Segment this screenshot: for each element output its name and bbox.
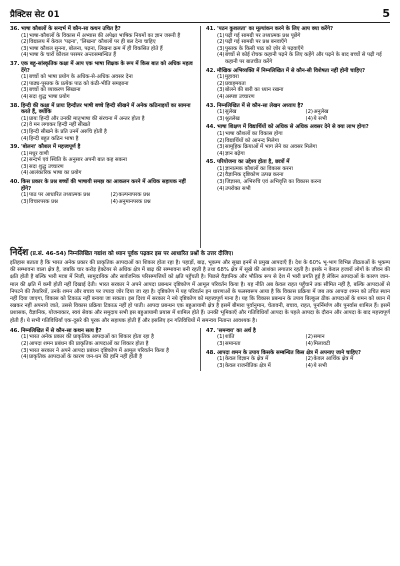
option-text: भाषा कौशल सुनना, बोलना, पढ़ना, लिखना क्रम में ही विकसित होते हैं (29, 45, 163, 52)
option-text: उपरोक्त सभी (225, 185, 251, 192)
options-list (206, 33, 390, 66)
options-list (206, 356, 390, 369)
question-number: 47. (206, 327, 216, 334)
option (306, 116, 391, 123)
option (217, 39, 390, 46)
right-column (200, 26, 390, 248)
question-number: 45. (206, 159, 216, 166)
option-label: (4) (217, 93, 225, 100)
option-label: (3) (21, 87, 29, 94)
question-stem (10, 144, 196, 151)
option-label: (1) (217, 165, 225, 172)
option (306, 356, 391, 363)
option-text: अस्पष्ट उच्चारण (225, 93, 255, 100)
option (306, 341, 391, 348)
option-label: (2) (21, 157, 29, 164)
option-text: हिन्दी सीखने के प्रति उनमें अरुचि होती है (29, 128, 107, 135)
question-number: 37. (10, 60, 20, 67)
option-label: (2) (217, 172, 225, 179)
options-list (10, 151, 196, 177)
question-text: आपदा शमन के उपाय किसके सम्बन्धित किस क्षेत्र में अपनाए जाने चाहिए? (217, 349, 361, 356)
option-label: (1) (217, 109, 225, 116)
question-text: एक बहु-सांस्कृतिक कक्षा में आप एक भाषा शिक्षक के रूप में किस बात को अधिक महत्व देंगे? (21, 60, 193, 74)
option-text: समानता (225, 341, 241, 348)
question-block (10, 179, 196, 205)
option-label: (4) (217, 150, 225, 157)
option-label: (1) (217, 130, 225, 137)
option (217, 131, 390, 138)
option-label: (2) (217, 137, 225, 144)
options-list (206, 166, 390, 192)
option-label: (3) (217, 341, 225, 348)
option-text: श्रुतलेख (225, 115, 240, 122)
question-number: 41. (206, 26, 216, 32)
option (217, 363, 302, 370)
question-block (10, 328, 196, 361)
option-text: सुलेख (225, 109, 237, 116)
option (21, 122, 196, 129)
option-label: (1) (217, 74, 225, 81)
passage: इतिहास बताता है कि भारत अनेक प्रकार की प्राकृतिक आपदाओं का शिकार होता रहा है। पहाड़ों, बाढ़, भूकम्प और सूखा इनमें से प्रमुख आपदाएँ हैं। देश के 60% भू-भाग विभिन्न तीव्रताओं के भूकम्प की सम्भावना वाला क्षेत्र है, जबकि चार करोड़ हेक्टेयर से अधिक क्षेत्र में बाढ़ की सम्भावना बनी रहती है तथा 68% क्षेत्र में सूखे की आशंका लगातार रहती है। इसके न केवल हजारों लोगों के जीवन की क्षति होती है बल्कि भारी मात्रा में निजी, सामुदायिक और सार्वजनिक परिसम्पत्तियों को क्षति पहुँचती है। पिछले वैज्ञानिक और भौतिक रूप से देश में भारी प्रगति हुई है लेकिन आपदाओं के कारण जान-माल की क्षति में कमी होती नहीं दिखाई देती। भारत सरकार ने अपने आपदा प्रबन्धन दृष्टिकोण में आमूल परिवर्तन किया है। यह नीति अब केवल राहत पहुँचाने तक सीमित नहीं है, बल्कि आपदाओं से निपटने की तैयारियों, उनके शमन और बचाव पर ज्यादा जोर दिया जा रहा है। दृष्टिकोण में यह परिवर्तन इन धारणाओं के फलस्वरूप आया है कि विकास प्रक्रिया में जब तक आपदा शमन को उचित स्थान नहीं दिया जाएगा, विकास को टिकाऊ नहीं बनाया जा सकता। इस दिशा में सरकार ने नये दृष्टिकोण को महत्त्वपूर्ण माना है। यह कि विकास प्रबन्धन के उपाय बिल्कुल ठीक आपदाओं के शमन को ध्यान में रखकर नहीं अपनाये जाते, उससे विकास प्रक्रिया टिकाऊ नहीं हो पाती। आपदा प्रबन्धन एक बहुआयामी क्षेत्र है इसमें बीमारा पूर्वानुमान, चेतावनी, बचाव, राहत, पुनर्निर्माण और पुनर्वास शामिल हैं। इसमें प्रशासक, वैज्ञानिक, योजनाकार, स्वयं सेवक और समुदाय सभी इस बहुआयामी प्रयास में शामिल होते हैं। उनकी भूमिकाएँ और गतिविधियाँ आपदा के पहले आपदा के दौरान और आपदा के बाद महत्त्वपूर्ण होती हैं। ये सभी गतिविधियाँ एक-दूसरे की पूरक और सहायक होती हैं और इसलिए इन गतिविधियों में समन्वय नितान्त आवश्यक है। (10, 260, 390, 324)
option-label: (2) (217, 39, 225, 46)
option-text: अनुमानपरक प्रश्न (118, 198, 151, 205)
option-text: बोलने की बारी का ध्यान रखना (225, 87, 284, 94)
option-label: (1) (21, 150, 29, 157)
option (217, 52, 390, 65)
option (21, 136, 196, 143)
question-block (10, 61, 196, 101)
option-label: (3) (21, 128, 29, 135)
option-text: मिलावटी (313, 341, 330, 348)
question-stem (206, 124, 390, 131)
options-list (10, 74, 196, 100)
option (217, 109, 302, 116)
option-label: (3) (217, 87, 225, 94)
options-list (206, 109, 390, 122)
option-label: (3) (21, 45, 29, 52)
question-text: 'पठन कुशलता' का मूल्यांकन करने के लिए आप क्या करेंगे? (217, 26, 334, 32)
question-block (10, 26, 196, 59)
option-label: (3) (21, 198, 29, 205)
option-label: (2) (305, 334, 314, 341)
directions (10, 250, 390, 258)
option-text: विद्यार्थियों को आनन्द मिलेगा (225, 137, 280, 144)
option-text: मुहावरा (225, 74, 239, 81)
option-text: पढ़ी गई सामग्री पर तथ्यात्मक प्रश्न पूछेंगे (225, 32, 301, 39)
option (21, 87, 196, 94)
option (111, 199, 197, 206)
option (21, 170, 196, 177)
option-label: (1) (21, 115, 29, 122)
option-text: भाषा कौशलों का विकास होगा (225, 130, 283, 137)
option-text: सदा शुद्ध भाषा प्रयोग (29, 93, 70, 100)
question-number: 42. (206, 67, 216, 74)
option-text: भारत अनेक प्रकार की प्राकृतिक आपदाओं का शिकार होता रहा है (29, 334, 154, 341)
header-divider (10, 22, 390, 23)
question-block (206, 124, 390, 157)
option (217, 341, 302, 348)
left-column (10, 26, 200, 248)
option-text: बच्चों को भाषा प्रयोग के अधिक-से-अधिक अवसर देना (29, 74, 133, 81)
option-text: मधुर वाणी (29, 150, 49, 157)
directions-text: (प्र.सं. 46-54) निम्नलिखित गद्यांश को ध्यान पूर्वक पढ़कर इस पर आधारित प्रश्नों के उत्तर दीजिए। (30, 251, 234, 257)
option-label: (2) (21, 39, 29, 46)
option-text: केवल राजनीतिक क्षेत्र में (225, 362, 271, 369)
option (217, 74, 390, 81)
option-label: (4) (110, 198, 119, 205)
question-stem (206, 26, 390, 33)
option-text: आपदा शमन प्रबंधन की प्राकृतिक आपदाओं का शिकार होता है (29, 341, 149, 348)
option (21, 94, 196, 101)
option (217, 186, 390, 193)
option (21, 74, 196, 81)
option-text: केवल आर्थिक क्षेत्र में (313, 356, 354, 363)
option (217, 116, 302, 123)
option-label: (4) (217, 185, 225, 192)
option-text: वैज्ञानिक दृष्टिकोण उत्पन्न करना (225, 172, 284, 179)
question-text: मौखिक अभिव्यक्ति में निम्नलिखित में से कौन-सी विशेषता नहीं होनी चाहिए? (217, 67, 366, 74)
option-label: (4) (21, 93, 29, 100)
option-text: प्राकृतिक आपदाओं के कारण जन-धन की हानि नहीं होती है (29, 354, 143, 361)
option-text: शांति (225, 334, 235, 341)
option-text: बच्चों को व्याकरण सिखाना (29, 87, 81, 94)
question-text: हिन्दी की कक्षा में प्रायः हिन्दीतर भाषी बच्चे हिन्दी सीखने में अनेक कठिनाइयों का सामना करते हैं, क्योंकि (21, 102, 191, 116)
option (217, 144, 390, 151)
option-text: सामूहिक क्रियाओं में भाग लेने का अवसर मिलेगा (225, 144, 317, 151)
option-text: भाषा-कौशलों के विकास में अभ्यास की अपेक्षा भाषिक नियमों का ज्ञान जरूरी है (29, 32, 181, 39)
option (217, 94, 390, 101)
option-text: भाषा के चारों कौशल परस्पर अन्तःसम्बन्धित हैं (29, 52, 117, 59)
question-block (206, 328, 390, 348)
option-label: (4) (305, 341, 314, 348)
option-label: (3) (217, 362, 225, 369)
option-label: (4) (305, 362, 314, 369)
option (217, 334, 302, 341)
option-text: सदा शुद्ध उच्चारण (29, 163, 64, 170)
question-text: भाषा कौशलों के सन्दर्भ में कौन-सा कथन उचित है? (21, 26, 121, 32)
question-number: 43. (206, 102, 216, 109)
option-label: (4) (21, 52, 29, 59)
option-text: पुस्तक के किसी पाठ को ज़ोर से पढ़वाएँगे (225, 45, 304, 52)
option-label: (2) (21, 341, 29, 348)
option-text: हिन्दी बहुत कठिन भाषा है (29, 135, 79, 142)
options-list (10, 33, 196, 59)
bottom-questions (10, 328, 390, 372)
option-text: ज्ञानात्मक कौशलों का विकास करना (225, 165, 293, 172)
option-label: (2) (305, 109, 314, 116)
question-text: किस प्रकार के प्रश्न बच्चों की भाषायी समझ का आकलन करने में अधिक सहायक नहीं होंगे? (21, 179, 186, 192)
options-list (206, 74, 390, 100)
option-label: (1) (217, 334, 225, 341)
question-number: 44. (206, 124, 216, 131)
bottom-column-divider (200, 328, 201, 372)
option-label: (4) (305, 115, 314, 122)
option (21, 52, 196, 59)
option (21, 192, 107, 199)
option-label: (1) (21, 74, 29, 81)
option-label: (4) (217, 52, 225, 59)
questions-two-column (10, 26, 390, 248)
question-stem (10, 103, 196, 116)
option-text: विद्यालय में केवल 'पढ़ना', 'लिखना' कौशलों पर ही बल देना चाहिए (29, 39, 156, 46)
option (21, 199, 107, 206)
option-text: ज्ञान बढ़ेगा (225, 150, 245, 157)
option-label: (2) (305, 356, 314, 363)
question-number: 48. (206, 349, 216, 356)
option-text: प्रवाहमयता (225, 80, 246, 87)
question-stem (10, 61, 196, 74)
option (217, 356, 302, 363)
question-block (10, 144, 196, 177)
option (21, 39, 196, 46)
option-label: (3) (217, 115, 225, 122)
option-label: (1) (21, 32, 29, 39)
option-text: ये सभी (313, 362, 327, 369)
question-text: भाषा शिक्षण में विद्यार्थियों को अधिक से अधिक अवसर देने से क्या लाभ होगा? (217, 124, 369, 131)
question-number: 46. (10, 327, 20, 334)
option (217, 151, 390, 158)
option-text: केवल विज्ञान के क्षेत्र में (225, 356, 269, 363)
directions-label: निर्देश (10, 248, 29, 258)
options-list (10, 192, 196, 205)
question-block (206, 159, 390, 192)
option (21, 354, 196, 361)
option-label: (1) (21, 192, 29, 199)
options-list (10, 116, 196, 142)
option-label: (1) (217, 32, 225, 39)
question-number: 36. (10, 26, 20, 32)
option-text: विचारपरक प्रश्न (29, 198, 58, 205)
option-text: वे मन लगाकर हिन्दी नहीं सीखते (29, 122, 91, 129)
option (111, 192, 197, 199)
question-stem (206, 159, 390, 166)
option-text: अनुलेख (313, 109, 329, 116)
option-label: (3) (217, 45, 225, 52)
page-header (10, 6, 390, 20)
option-text: प्रायः हिन्दी और उनकी मातृभाषा की संरचना में अन्तर होता है (29, 115, 145, 122)
question-text: निम्नलिखित में से कौन-सा कथन सत्य है? (21, 327, 102, 334)
option-label: (1) (217, 356, 225, 363)
option-label: (4) (21, 354, 29, 361)
option (21, 341, 196, 348)
question-stem (206, 68, 390, 75)
option-text: समान (313, 334, 325, 341)
bottom-left-column (10, 328, 200, 372)
option (306, 363, 391, 370)
option-text: पाठ्य-पुस्तक के प्रत्येक पाठ को कंठी-भीति समझाना (29, 80, 129, 87)
option-label: (3) (217, 179, 225, 186)
option (21, 129, 196, 136)
question-block (206, 350, 390, 370)
column-divider (200, 26, 201, 248)
question-number: 40. (10, 179, 20, 186)
option-text: कल्पनापरक प्रश्न (118, 192, 150, 199)
page-number: 5 (382, 7, 390, 20)
question-text: निम्नलिखित में से कौन-सा लेखन अध्याय है? (217, 102, 304, 109)
option (217, 179, 390, 186)
question-stem (10, 26, 196, 33)
practice-set-title: प्रैक्टिस सेट 01 (10, 10, 60, 20)
option (217, 87, 390, 94)
option-text: सन्दर्भ एवं स्थिति के अनुसार अपनी बात कह सकना (29, 157, 127, 164)
option-label: (2) (21, 80, 29, 87)
question-block (206, 68, 390, 101)
options-list (10, 334, 196, 360)
bottom-right-column (200, 328, 390, 372)
option (306, 109, 391, 116)
question-block (206, 26, 390, 66)
option-label: (4) (21, 135, 29, 142)
option-text: जिज्ञासा, अभिरुचि एवं अभिवृत्ति का विकास करना (225, 179, 322, 186)
question-block (10, 103, 196, 143)
option-text: भारत सरकार ने अपने आपदा प्रबंधन दृष्टिकोण में आमूल परिवर्तन किया है (29, 347, 169, 354)
option (21, 157, 196, 164)
option-label: (3) (21, 163, 29, 170)
question-text: परियोजना का उद्देश्य होता है, छात्रों में (217, 159, 290, 166)
question-text: 'समन्वय' का अर्थ है (217, 327, 256, 334)
option-label: (2) (110, 192, 119, 199)
option-text: पढ़ी गई सामग्री पर प्रश्न बनवाएँगे (225, 39, 287, 46)
option-text: पाठ पर आधारित तथ्यात्मक प्रश्न (29, 192, 90, 199)
option-label: (2) (217, 80, 225, 87)
option-text: बच्चों से कोई रोचक कहानी पढ़ने के लिए कहेंगे और पढ़ने के बाद बच्चों से पढ़ी गई कहानी पर बातचीत करेंगे (225, 52, 382, 65)
option-label: (2) (21, 122, 29, 129)
question-text: 'बोलना' कौशल में महत्त्वपूर्ण है (21, 144, 81, 151)
question-number: 39. (10, 144, 20, 151)
options-list (206, 334, 390, 347)
question-number: 38. (10, 102, 20, 109)
question-block (206, 103, 390, 123)
option-text: ये सभी (313, 115, 327, 122)
option-label: (1) (21, 334, 29, 341)
question-stem (10, 179, 196, 192)
option-label: (3) (217, 144, 225, 151)
option-label: (4) (21, 170, 29, 177)
option-text: आलंकारिक भाषा का प्रयोग (29, 170, 82, 177)
options-list (206, 131, 390, 157)
option-label: (3) (21, 347, 29, 354)
